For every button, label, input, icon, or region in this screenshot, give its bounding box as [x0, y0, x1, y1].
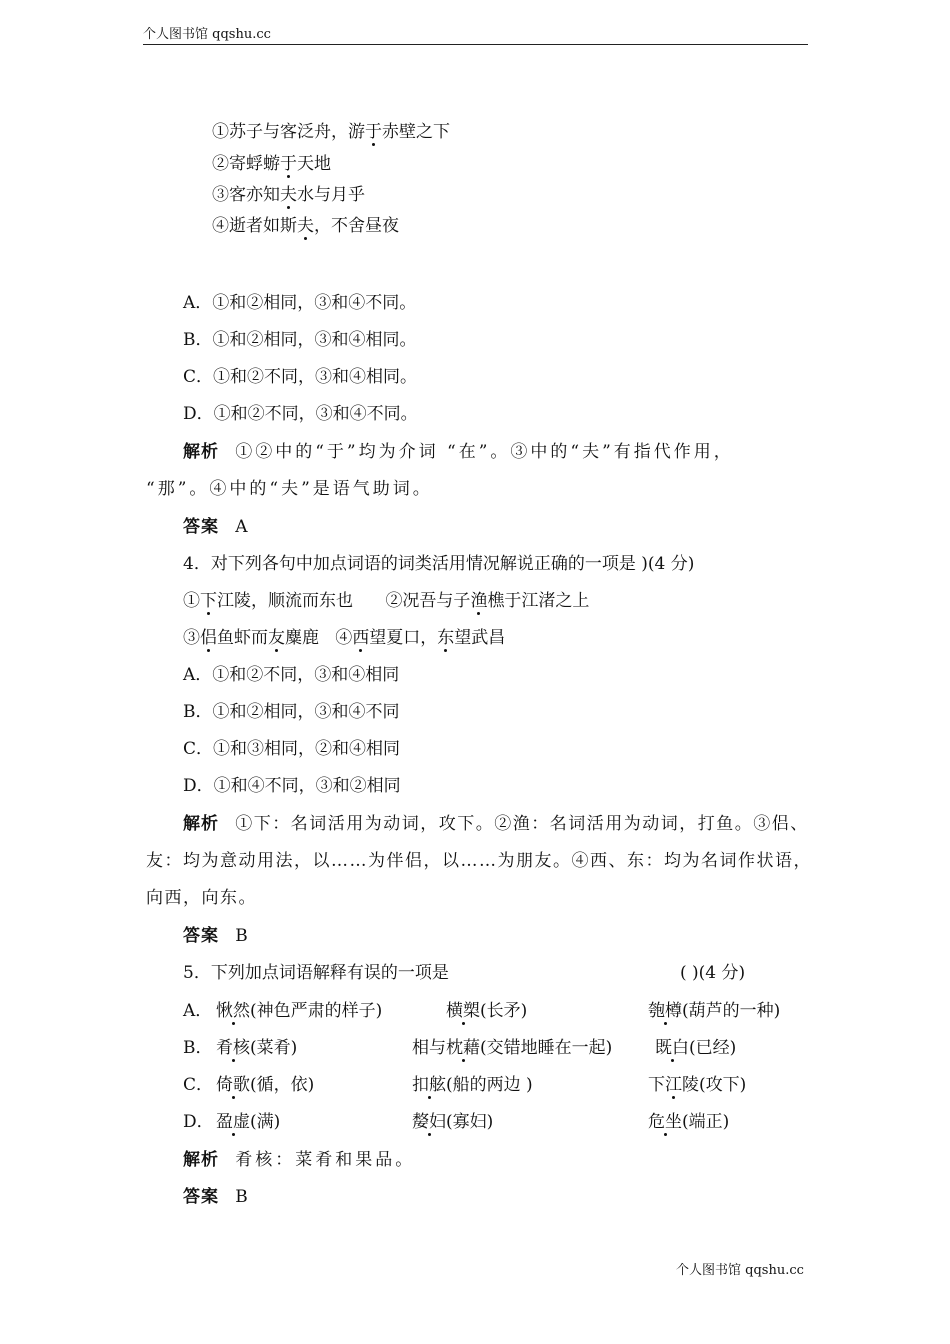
- q5-a-item-1-gloss: (神色严肃的样子): [250, 1001, 383, 1021]
- q4-analysis-text-3: 向西，向东。: [146, 888, 257, 908]
- q4-s2-pre: ②况吾与子: [385, 591, 471, 611]
- q5-analysis: [183, 1149, 415, 1171]
- q3-item-3-post: 水与月乎: [297, 185, 365, 205]
- q5-answer-label: 答案: [183, 1187, 219, 1207]
- q4-s1-text: 江陵，顺流而东也: [217, 591, 353, 611]
- q3-analysis-text-1: ①②中的“于”均为介词 “在”。③中的“夫”有指代作用，: [235, 442, 734, 462]
- q5-b-item-2: [412, 1037, 612, 1059]
- q4-analysis-label: 解析: [183, 814, 219, 834]
- q5-analysis-label: 解析: [183, 1150, 219, 1170]
- q5-b-item-2-pre: 相与: [412, 1038, 446, 1058]
- q4-s2-post: 樵于江渚之上: [487, 591, 590, 611]
- q3-item-3-emphasis: 夫: [280, 185, 297, 205]
- q3-analysis-label: 解析: [183, 442, 219, 462]
- q4-s3-emphasis-2: 友: [268, 628, 285, 648]
- q5-c-item-2: [412, 1074, 533, 1096]
- q5-c-item-1-emphasis: 倚歌: [216, 1075, 250, 1095]
- q5-d-item-2-gloss: (寡妇): [446, 1112, 494, 1132]
- q4-stem: 4．对下列各句中加点词语的词类活用情况解说正确的一项是 )(4 分): [183, 554, 695, 574]
- q3-answer-value: A: [235, 517, 248, 537]
- q5-a-item-3-emphasis: 匏樽: [648, 1001, 682, 1021]
- q5-a-item-3: [648, 1000, 780, 1022]
- q5-a-item-2: [446, 1000, 527, 1022]
- q4-s1-num: ①: [183, 591, 200, 611]
- q5-b-item-3-emphasis: 既白: [655, 1038, 689, 1058]
- q5-c-letter: C．: [183, 1075, 214, 1095]
- q5-d-item-3: [648, 1111, 729, 1133]
- q4-s4-emphasis-1: 西: [352, 628, 370, 648]
- q5-d-item-1-emphasis: 盈虚: [216, 1112, 250, 1132]
- q3-item-4-post: ，不舍昼夜: [314, 216, 399, 236]
- q5-a-item-1-emphasis: 愀然: [216, 1001, 250, 1021]
- q5-a-item-2-emphasis: 横槊: [446, 1001, 480, 1021]
- q4-s4-emphasis-2: 东: [437, 628, 455, 648]
- q3-item-1: [212, 121, 450, 143]
- q5-b-item-1-emphasis: 肴核: [216, 1038, 250, 1058]
- q4-s3-text-2: 麋鹿: [285, 628, 319, 648]
- q5-d-item-3-gloss: (端正): [682, 1112, 730, 1132]
- q4-s4-num: ④: [335, 628, 353, 648]
- q4-option-c: C．①和③相同，②和④相同: [183, 739, 401, 759]
- q5-d-item-2-emphasis: 嫠妇: [412, 1112, 446, 1132]
- q5-b-item-2-gloss: (交错地睡在一起): [480, 1038, 613, 1058]
- q3-item-2-pre: ②寄蜉蝣: [212, 154, 280, 174]
- q4-sentences-line-2: [183, 627, 505, 649]
- q3-item-1-pre: ①苏子与客泛舟，游: [212, 122, 365, 142]
- q4-analysis-line-2: [146, 850, 812, 872]
- q4-option-b: B．①和②相同，③和④不同: [183, 702, 400, 722]
- q5-a-item-3-gloss: (葫芦的一种): [682, 1001, 781, 1021]
- q5-d-letter: D．: [183, 1112, 214, 1132]
- q5-a-item-1: [216, 1000, 382, 1022]
- q4-s3-text-1: 鱼虾而: [217, 628, 268, 648]
- q5-c-item-3-emphasis: 下江陵: [648, 1075, 699, 1095]
- q5-b-item-1: [216, 1037, 297, 1059]
- q5-c-item-3: [648, 1074, 746, 1096]
- q5-d-item-3-emphasis: 危坐: [648, 1112, 682, 1132]
- q5-option-b: [183, 1037, 803, 1061]
- q5-b-item-1-gloss: (菜肴): [250, 1038, 298, 1058]
- q4-analysis-text-2: 友：均为意动用法，以……为伴侣，以……为朋友。④西、东：均为名词作状语，: [146, 851, 812, 871]
- q5-analysis-text: 肴核：菜肴和果品。: [235, 1150, 416, 1170]
- q4-answer-label: 答案: [183, 926, 219, 946]
- q5-d-item-1-gloss: (满): [250, 1112, 281, 1132]
- q3-option-c: C．①和②不同，③和④相同。: [183, 367, 418, 387]
- q5-score: ( )(4 分): [680, 963, 746, 983]
- q3-answer-label: 答案: [183, 517, 219, 537]
- q5-answer-value: B: [235, 1187, 248, 1207]
- q4-analysis-line-3: [146, 887, 257, 909]
- q4-option-a: A．①和②不同，③和④相同: [183, 665, 400, 685]
- q5-stem: 5．下列加点词语解释有误的一项是: [183, 963, 449, 983]
- q4-sentences-line-1: [183, 590, 589, 612]
- q4-s3-num: ③: [183, 628, 200, 648]
- q3-item-1-emphasis: 于: [365, 122, 382, 142]
- q5-option-c: [183, 1074, 803, 1098]
- q4-s1-emphasis: 下: [200, 591, 217, 611]
- page-footer: 个人图书馆 qqshu.cc: [676, 1263, 804, 1278]
- q5-c-item-2-gloss: (船的两边 ): [446, 1075, 533, 1095]
- q3-option-d: D．①和②不同，③和④不同。: [183, 404, 418, 424]
- q5-option-d: [183, 1111, 803, 1135]
- q5-b-item-3-gloss: (已经): [689, 1038, 737, 1058]
- q4-s4-text-2: 望武昌: [454, 628, 506, 648]
- q3-item-2-emphasis: 于: [280, 154, 297, 174]
- q5-a-item-2-gloss: (长矛): [480, 1001, 528, 1021]
- q5-c-item-1-gloss: (循，依): [250, 1075, 315, 1095]
- q5-d-item-1: [216, 1111, 280, 1133]
- q3-item-3-pre: ③客亦知: [212, 185, 280, 205]
- page-header: 个人图书馆 qqshu.cc: [143, 26, 808, 45]
- q3-answer: [183, 516, 248, 538]
- q4-answer-value: B: [235, 926, 248, 946]
- q4-s2-emphasis: 渔: [470, 591, 488, 611]
- q3-analysis-line-2: [146, 478, 433, 500]
- q4-analysis-text-1: ①下：名词活用为动词，攻下。②渔：名词活用为动词，打鱼。③侣、: [235, 814, 809, 834]
- q3-item-4-pre: ④逝者如斯: [212, 216, 297, 236]
- q4-s4-text-1: 望夏口，: [369, 628, 438, 648]
- q5-c-item-3-gloss: (攻下): [699, 1075, 747, 1095]
- q5-option-a: [183, 1000, 803, 1024]
- q4-option-d: D．①和④不同，③和②相同: [183, 776, 401, 796]
- q4-s3-emphasis-1: 侣: [200, 628, 217, 648]
- q3-option-b: B．①和②相同，③和④相同。: [183, 330, 417, 350]
- q4-answer: [183, 925, 248, 947]
- q5-c-item-1: [216, 1074, 314, 1096]
- q3-item-2-post: 天地: [297, 154, 331, 174]
- q3-item-4: [212, 215, 399, 237]
- q3-analysis-line-1: [183, 441, 734, 463]
- q3-item-3: [212, 184, 365, 206]
- q5-b-item-3: [655, 1037, 736, 1059]
- q5-b-letter: B．: [183, 1038, 213, 1058]
- q4-analysis-line-1: [183, 813, 809, 835]
- q3-option-a: A．①和②相同，③和④不同。: [183, 293, 417, 313]
- q5-d-item-2: [412, 1111, 493, 1133]
- q3-item-2: [212, 153, 331, 175]
- q5-a-letter: A．: [183, 1001, 213, 1021]
- q3-item-4-emphasis: 夫: [297, 216, 314, 236]
- q5-answer: [183, 1186, 248, 1208]
- q3-item-1-post: 赤壁之下: [382, 122, 450, 142]
- q5-c-item-2-emphasis: 扣舷: [412, 1075, 446, 1095]
- q5-b-item-2-emphasis: 枕藉: [446, 1038, 480, 1058]
- q3-analysis-text-2: “那”。④中的“夫”是语气助词。: [146, 479, 433, 499]
